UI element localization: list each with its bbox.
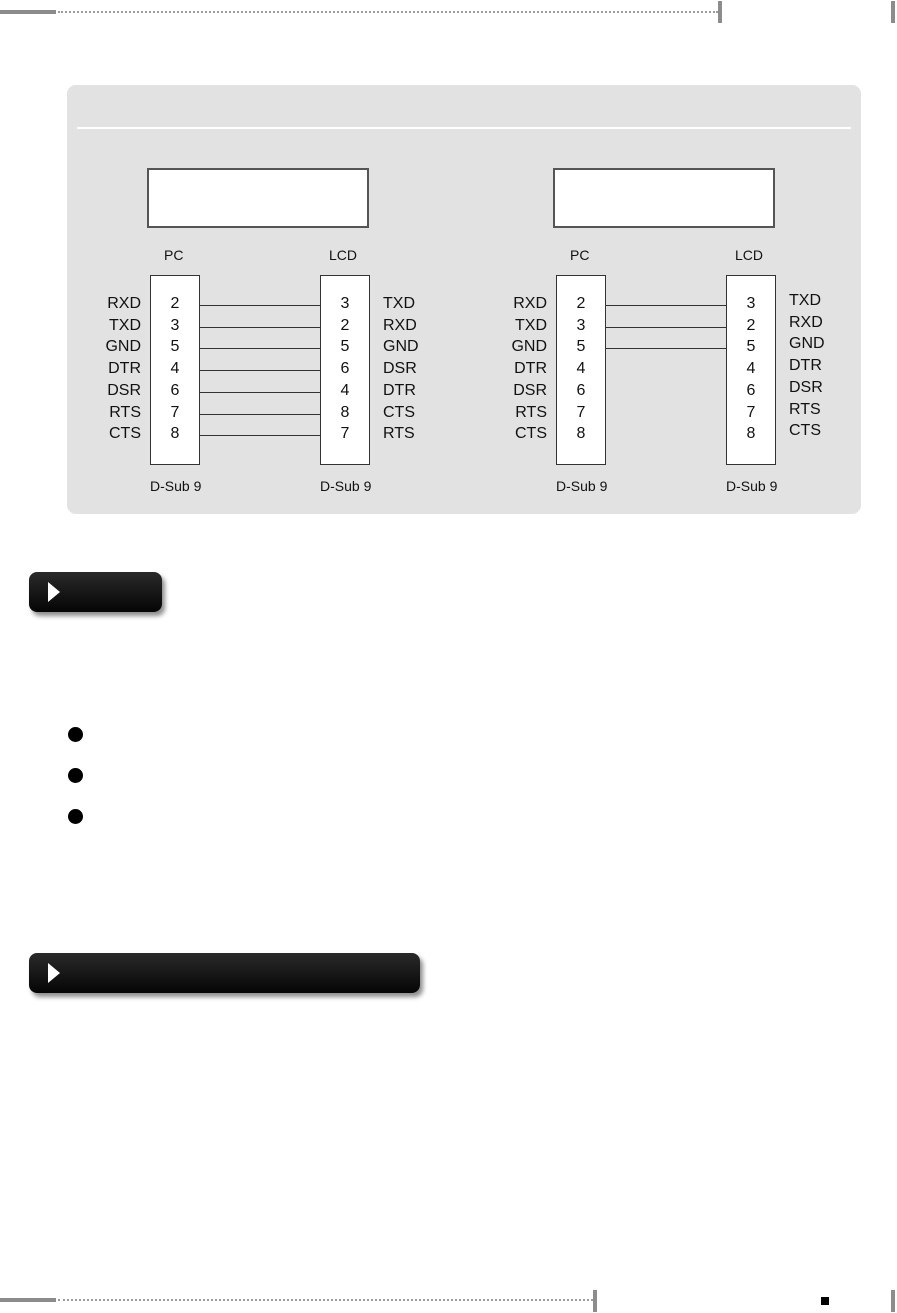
section-banner-2 — [29, 953, 420, 993]
lcd-connector-type: D-Sub 9 — [320, 478, 372, 494]
pc-pin-number: 4 — [576, 360, 586, 378]
arrow-right-icon — [48, 963, 60, 983]
wire — [606, 348, 726, 349]
lcd-pin-number: 8 — [746, 425, 756, 443]
pc-signal-label: RXD — [513, 295, 547, 312]
pc-pin-number: 6 — [576, 381, 586, 399]
wire — [200, 348, 320, 349]
lcd-label: LCD — [735, 247, 764, 263]
pc-signal-label: RXD — [107, 295, 141, 312]
wire — [606, 305, 726, 306]
header-rule-tick — [718, 1, 722, 23]
bullet-icon — [68, 809, 83, 824]
pc-pin-number: 3 — [170, 316, 180, 334]
lcd-signal-label: DTR — [383, 381, 416, 399]
pc-pin-number: 7 — [576, 403, 586, 421]
pc-label: PC — [570, 247, 590, 263]
pc-connector-type: D-Sub 9 — [150, 478, 202, 494]
lcd-pin-number: 8 — [340, 403, 350, 421]
footer-rule-bar — [0, 1298, 56, 1302]
pc-signal-label: RTS — [515, 403, 547, 421]
pc-signal-label: GND — [105, 338, 141, 356]
lcd-signal-label: CTS — [789, 422, 821, 440]
lcd-label: LCD — [329, 247, 358, 263]
lcd-signal-label: RXD — [383, 316, 417, 334]
lcd-pin-number: 7 — [746, 403, 756, 421]
lcd-signal-label: DSR — [383, 360, 417, 378]
bullet-icon — [68, 727, 83, 742]
lcd-pin-number: 2 — [340, 316, 350, 334]
pc-pin-number: 3 — [576, 316, 586, 334]
lcd-pin-number: 3 — [746, 295, 756, 312]
diagram-caption-box — [553, 168, 775, 228]
pc-signal-label: GND — [511, 338, 547, 356]
page-marker-icon — [821, 1297, 829, 1305]
lcd-pin-number: 4 — [340, 381, 350, 399]
wire — [200, 370, 320, 371]
pc-pin-number: 8 — [576, 425, 586, 443]
wire — [200, 327, 320, 328]
pc-pin-number: 5 — [170, 338, 180, 356]
header-rule-tick-right — [891, 1, 895, 23]
lcd-pin-number: 4 — [746, 360, 756, 378]
wiring-diagram-panel — [67, 85, 861, 514]
lcd-pin-number: 6 — [340, 360, 350, 378]
wire — [200, 392, 320, 393]
lcd-signal-label: GND — [383, 338, 419, 356]
pc-signal-label: DTR — [108, 360, 141, 378]
lcd-signal-label: RTS — [789, 400, 821, 418]
lcd-pin-number: 2 — [746, 316, 756, 334]
bullet-icon — [68, 768, 83, 783]
lcd-pin-number: 6 — [746, 381, 756, 399]
pc-pin-number: 4 — [170, 360, 180, 378]
lcd-signal-label: TXD — [383, 295, 415, 312]
pc-signal-label: DSR — [107, 381, 141, 399]
footer-rule-tick — [593, 1290, 597, 1312]
header-rule-bar — [0, 10, 56, 14]
pc-pin-number: 8 — [170, 425, 180, 443]
pc-signal-label: RTS — [109, 403, 141, 421]
pc-pin-number: 2 — [576, 295, 586, 312]
footer-rule-tick-right — [891, 1290, 895, 1312]
pc-pin-number: 2 — [170, 295, 180, 312]
lcd-connector-type: D-Sub 9 — [726, 478, 778, 494]
arrow-right-icon — [48, 582, 60, 602]
lcd-signal-label: DSR — [789, 378, 823, 396]
lcd-signal-label: TXD — [789, 292, 821, 309]
diagram-caption-box — [147, 168, 369, 228]
pc-signal-label: DTR — [514, 360, 547, 378]
pc-signal-label: CTS — [515, 425, 547, 443]
section-banner-1 — [29, 572, 162, 612]
wire — [200, 305, 320, 306]
lcd-signal-label: GND — [789, 335, 825, 353]
wire — [200, 435, 320, 436]
lcd-pin-number: 5 — [746, 338, 756, 356]
pc-signal-label: CTS — [109, 425, 141, 443]
pc-signal-label: TXD — [109, 316, 141, 334]
header-rule-dots — [58, 11, 718, 13]
pc-pin-number: 5 — [576, 338, 586, 356]
footer-rule-dots — [58, 1299, 593, 1301]
lcd-pin-number: 5 — [340, 338, 350, 356]
lcd-signal-label: DTR — [789, 357, 822, 375]
pc-signal-label: TXD — [515, 316, 547, 334]
panel-divider — [77, 127, 851, 129]
lcd-signal-label: RXD — [789, 313, 823, 331]
pc-signal-label: DSR — [513, 381, 547, 399]
pc-pin-number: 7 — [170, 403, 180, 421]
pc-pin-number: 6 — [170, 381, 180, 399]
lcd-pin-number: 7 — [340, 425, 350, 443]
wire — [200, 414, 320, 415]
wire — [606, 327, 726, 328]
lcd-signal-label: CTS — [383, 403, 415, 421]
pc-connector-type: D-Sub 9 — [556, 478, 608, 494]
lcd-signal-label: RTS — [383, 425, 415, 443]
pc-label: PC — [164, 247, 184, 263]
lcd-pin-number: 3 — [340, 295, 350, 312]
